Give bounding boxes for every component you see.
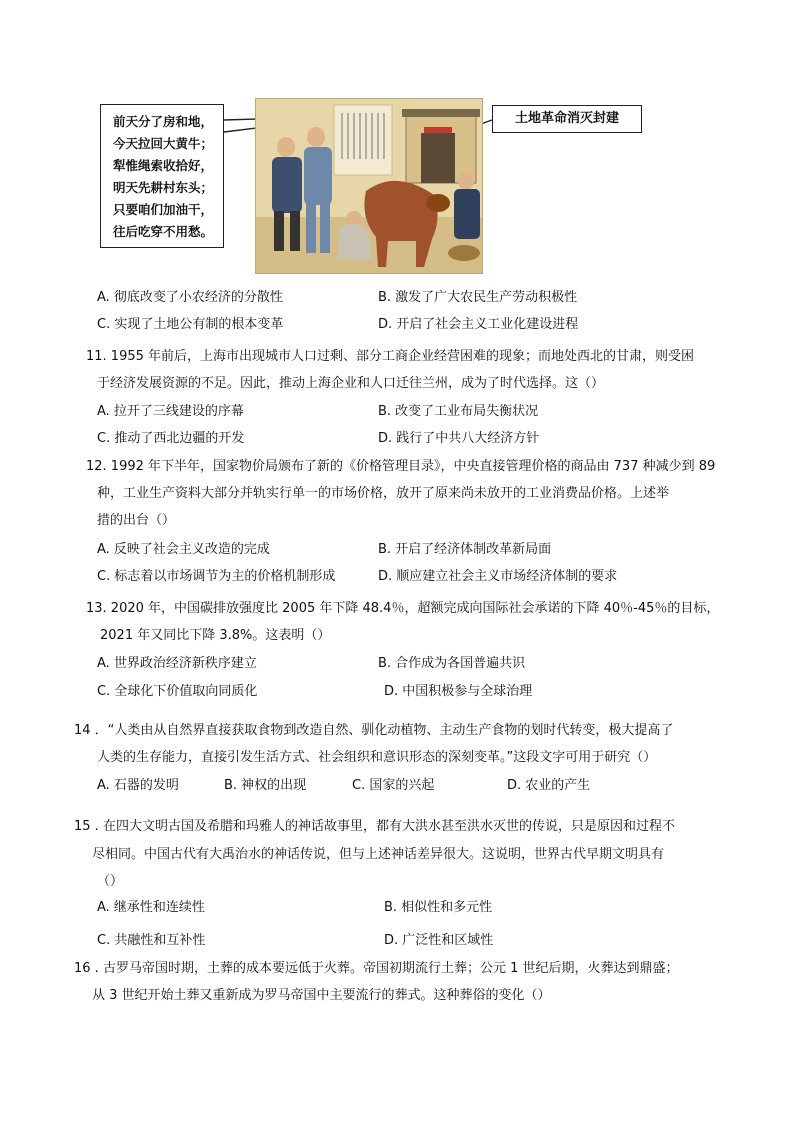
q12-stem-line: 措的出台（）	[97, 513, 176, 528]
q12-option-a: A. 反映了社会主义改造的完成	[97, 542, 270, 557]
q15-stem-line: （）	[97, 874, 124, 889]
painting-title-box: 土地革命消灭封建	[492, 105, 642, 133]
q12-option-c: C. 标志着以市场调节为主的价格机制形成	[97, 569, 336, 584]
painting-illustration	[256, 99, 482, 273]
q15-stem-line: 尽相同。中国古代有大禹治水的神话传说，但与上述神话差异很大。这说明，世界古代早期文明具有	[92, 847, 665, 862]
q15-option-b: B. 相似性和多元性	[384, 900, 493, 915]
poem-line: 往后吃穿不用愁。	[113, 224, 214, 239]
poem-line: 前天分了房和地，	[113, 114, 214, 129]
q10-option-b: B. 激发了广大农民生产劳动积极性	[378, 290, 578, 305]
q11-option-a: A. 拉开了三线建设的序幕	[97, 404, 244, 419]
q12-stem-line: 12. 1992 年下半年，国家物价局颁布了新的《价格管理目录》，中央直接管理价格的商品由 737 种减少到 89	[86, 459, 716, 474]
q15-stem-line: 15 . 在四大文明古国及希腊和玛雅人的神话故事里，都有大洪水甚至洪水灭世的传说，只是原因和过程不	[74, 819, 675, 834]
q14-stem-line: 14 ．“人类由从自然界直接获取食物到改造自然、驯化动植物、主动生产食物的划时代转变，极大提高了	[74, 723, 674, 738]
q13-option-d: D. 中国积极参与全球治理	[384, 684, 533, 699]
land-reform-painting	[255, 98, 483, 274]
q11-option-d: D. 践行了中共八大经济方针	[378, 431, 540, 446]
q11-stem-line: 于经济发展资源的不足。因此，推动上海企业和人口迁往兰州，成为了时代选择。这（）	[97, 376, 605, 391]
poem-line: 今天拉回大黄牛；	[113, 136, 214, 151]
q13-option-b: B. 合作成为各国普遍共识	[378, 656, 526, 671]
q15-option-d: D. 广泛性和区域性	[384, 933, 494, 948]
q14-option-a: A. 石器的发明	[97, 778, 179, 793]
q12-stem-line: 种，工业生产资料大部分并轨实行单一的市场价格，放开了原来尚未放开的工业消费品价格。上述举	[97, 486, 670, 501]
q15-option-a: A. 继承性和连续性	[97, 900, 205, 915]
q10-option-c: C. 实现了土地公有制的根本变革	[97, 317, 284, 332]
q14-option-b: B. 神权的出现	[224, 778, 307, 793]
q11-stem-line: 11. 1955 年前后，上海市出现城市人口过剩、部分工商企业经营困难的现象；而地处西北的甘肃，则受困	[86, 349, 695, 364]
question-figure	[100, 98, 645, 274]
poem-line: 只要咱们加油干，	[113, 202, 214, 217]
q12-option-b: B. 开启了经济体制改革新局面	[378, 542, 552, 557]
q13-stem-line: 13. 2020 年，中国碳排放强度比 2005 年下降 48.4％，超额完成向国际社会承诺的下降 40％-45％的目标，	[86, 601, 720, 616]
poem-line: 犁惟绳索收拾好，	[113, 158, 214, 173]
q13-option-c: C. 全球化下价值取向同质化	[97, 684, 258, 699]
q11-option-c: C. 推动了西北边疆的开发	[97, 431, 245, 446]
q10-option-d: D. 开启了社会主义工业化建设进程	[378, 317, 579, 332]
q13-option-a: A. 世界政治经济新秩序建立	[97, 656, 257, 671]
q14-option-d: D. 农业的产生	[507, 778, 591, 793]
q16-stem-line: 从 3 世纪开始土葬又重新成为罗马帝国中主要流行的葬式。这种葬俗的变化（）	[92, 988, 551, 1003]
q10-option-a: A. 彻底改变了小农经济的分散性	[97, 290, 283, 305]
poem-line: 明天先耕村东头；	[113, 180, 214, 195]
q16-stem-line: 16 . 古罗马帝国时期，土葬的成本要远低于火葬。帝国初期流行土葬；公元 1 世纪后期，火葬达到鼎盛；	[74, 961, 679, 976]
q13-stem-line: 2021 年又同比下降 3.8%。这表明（）	[100, 628, 331, 643]
q14-option-c: C. 国家的兴起	[352, 778, 435, 793]
q12-option-d: D. 顺应建立社会主义市场经济体制的要求	[378, 569, 618, 584]
q14-stem-line: 人类的生存能力，直接引发生活方式、社会组织和意识形态的深刻变革。”这段文字可用于研究（）	[97, 750, 657, 765]
q15-option-c: C. 共融性和互补性	[97, 933, 206, 948]
q11-option-b: B. 改变了工业布局失衡状况	[378, 404, 539, 419]
